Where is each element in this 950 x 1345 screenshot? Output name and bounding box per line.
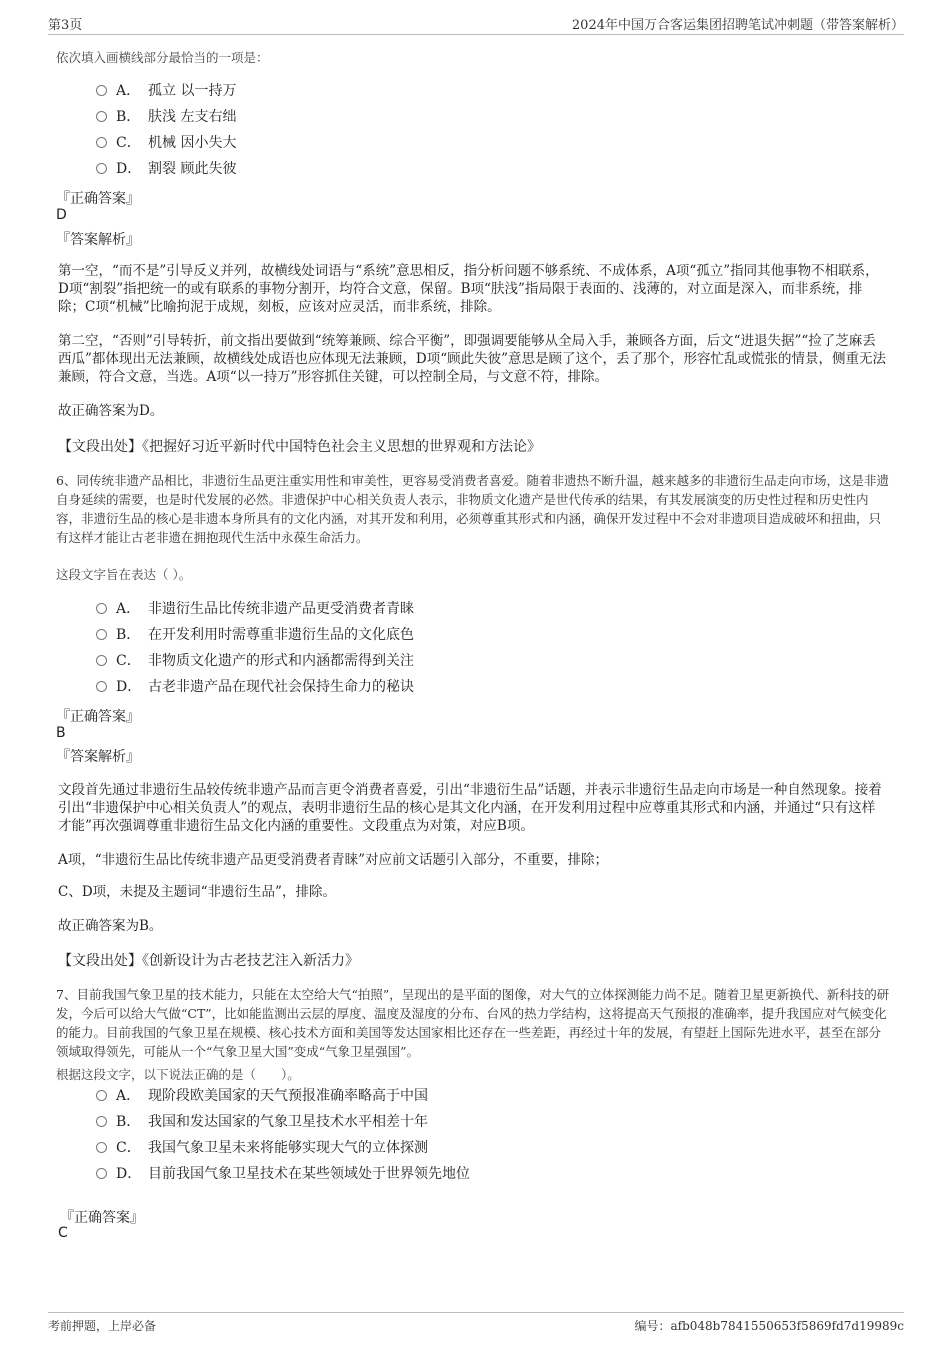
radio-icon[interactable] (96, 85, 107, 96)
radio-icon[interactable] (96, 111, 107, 122)
page-footer (48, 1312, 904, 1333)
q6-answer: B (56, 725, 66, 741)
radio-icon[interactable] (96, 1168, 107, 1179)
q7-option-b[interactable]: B． 我国和发达国家的气象卫星技术水平相差十年 (96, 1111, 428, 1133)
q5-analysis-paragraph: 第二空，“否则”引导转折，前文指出要做到“统筹兼顾、综合平衡”，即强调要能够从全局入手，兼顾各方面，后文“进退失据”“捡了芝麻丢西瓜”都体现出无法兼顾，故横线处成语也应体现无法兼顾，D项“顾此失彼”意思是顾了这个，丢了那个，形容忙乱或慌张的情景，侧重无法兼顾，符合文意，当选。A项“以一持万”形容抓住关键，可以控制全局，与文意不符，排除。 (58, 333, 887, 385)
q7-answer: C (58, 1225, 68, 1241)
q5-conclusion: 故正确答案为D。 (58, 403, 164, 419)
page-header (48, 10, 904, 35)
q5-prompt: 依次填入画横线部分最恰当的一项是： (56, 50, 269, 65)
radio-icon[interactable] (96, 629, 107, 640)
q7-option-d[interactable]: D． 目前我国气象卫星技术在某些领域处于世界领先地位 (96, 1163, 470, 1185)
q6-analysis-label: 『答案解析』 (56, 749, 140, 765)
q7-prompt: 根据这段文字，以下说法正确的是（ ）。 (56, 1067, 300, 1082)
q6-option-c[interactable]: C． 非物质文化遗产的形式和内涵都需得到关注 (96, 650, 414, 672)
radio-icon[interactable] (96, 681, 107, 692)
q5-option-b[interactable]: B． 肤浅 左支右绌 (96, 106, 236, 128)
footer-slogan: 考前押题，上岸必备 (48, 1319, 157, 1333)
document-id: 编号：afb048b7841550653f5869fd7d19989c (634, 1319, 904, 1333)
q6-conclusion: 故正确答案为B。 (58, 918, 163, 934)
q6-analysis-paragraph: A项，“非遗衍生品比传统非遗产品更受消费者青睐”对应前文话题引入部分，不重要，排除； (58, 852, 609, 868)
q6-source: 【文段出处】《创新设计为古老技艺注入新活力》 (58, 953, 359, 969)
page-number: 第3页 (48, 18, 83, 33)
radio-icon[interactable] (96, 163, 107, 174)
q7-option-c[interactable]: C． 我国气象卫星未来将能够实现大气的立体探测 (96, 1137, 428, 1159)
q5-option-c[interactable]: C． 机械 因小失大 (96, 132, 236, 154)
q6-analysis-paragraph: 文段首先通过非遗衍生品较传统非遗产品而言更令消费者喜爱，引出“非遗衍生品”话题，并表示非遗衍生品走向市场是一种自然现象。接着引出“非遗保护中心相关负责人”的观点，表明非遗衍生品的核心是其文化内涵，在开发利用过程中应尊重其形式和内涵，并通过“只有这样才能”再次强调尊重非遗衍生品文化内涵的重要性。文段重点为对策，对应B项。 (58, 782, 882, 834)
q6-option-d[interactable]: D． 古老非遗产品在现代社会保持生命力的秘诀 (96, 676, 414, 698)
radio-icon[interactable] (96, 137, 107, 148)
radio-icon[interactable] (96, 1142, 107, 1153)
q7-answer-label: 『正确答案』 (60, 1210, 144, 1226)
q5-option-a[interactable]: A． 孤立 以一持万 (96, 80, 236, 102)
q6-passage: 6、同传统非遗产品相比，非遗衍生品更注重实用性和审美性，更容易受消费者喜爱。随着非遗热不断升温，越来越多的非遗衍生品走向市场，这是非遗自身延续的需要，也是时代发展的必然。非遗保护中心相关负责人表示，非物质文化遗产是世代传承的结果，有其发展演变的历史性过程和历史性内容，非遗衍生品的核心是非遗本身所具有的文化内涵，对其开发和利用，必须尊重其形式和内涵，确保开发过程中不会对非遗项目造成破坏和扭曲，只有这样才能让古老非遗在拥抱现代生活中永葆生命活力。 (56, 473, 889, 545)
q5-analysis-label: 『答案解析』 (56, 232, 140, 248)
document-title: 2024年中国万合客运集团招聘笔试冲刺题（带答案解析） (571, 18, 904, 33)
q6-analysis-paragraph: C、D项，未提及主题词“非遗衍生品”，排除。 (58, 884, 336, 900)
q5-answer: D (56, 207, 67, 223)
q5-analysis-paragraph: 第一空，“而不是”引导反义并列，故横线处词语与“系统”意思相反，指分析问题不够系统、不成体系，A项“孤立”指同其他事物不相联系，D项“割裂”指把统一的或有联系的事物分割开，均符合文意，保留。B项“肤浅”指局限于表面的、浅薄的，对立面是深入，而非系统，排除；C项“机械”比喻拘泥于成规，刻板，应该对应灵活，而非系统，排除。 (58, 263, 879, 315)
radio-icon[interactable] (96, 1090, 107, 1101)
q5-source: 【文段出处】《把握好习近平新时代中国特色社会主义思想的世界观和方法论》 (58, 439, 541, 455)
q6-option-b[interactable]: B． 在开发利用时需尊重非遗衍生品的文化底色 (96, 624, 414, 646)
radio-icon[interactable] (96, 603, 107, 614)
q6-option-a[interactable]: A． 非遗衍生品比传统非遗产品更受消费者青睐 (96, 598, 414, 620)
radio-icon[interactable] (96, 1116, 107, 1127)
q7-option-a[interactable]: A． 现阶段欧美国家的天气预报准确率略高于中国 (96, 1085, 428, 1107)
q7-passage: 7、目前我国气象卫星的技术能力，只能在太空给大气“拍照”，呈现出的是平面的图像，对大气的立体探测能力尚不足。随着卫星更新换代、新科技的研发，今后可以给大气做“CT”，比如能监测出云层的厚度、温度及湿度的分布、台风的热力学结构，这将提高天气预报的准确率，提升我国应对气候变化的能力。目前我国的气象卫星在规模、核心技术方面和美国等发达国家相比还存在一些差距，再经过十年的发展，有望赶上国际先进水平，甚至在部分领域取得领先，可能从一个“气象卫星大国”变成“气象卫星强国”。 (56, 987, 890, 1059)
q6-prompt: 这段文字旨在表达（ ）。 (56, 567, 192, 582)
radio-icon[interactable] (96, 655, 107, 666)
q6-answer-label: 『正确答案』 (56, 709, 140, 725)
q5-answer-label: 『正确答案』 (56, 191, 140, 207)
q5-option-d[interactable]: D． 割裂 顾此失彼 (96, 158, 236, 180)
